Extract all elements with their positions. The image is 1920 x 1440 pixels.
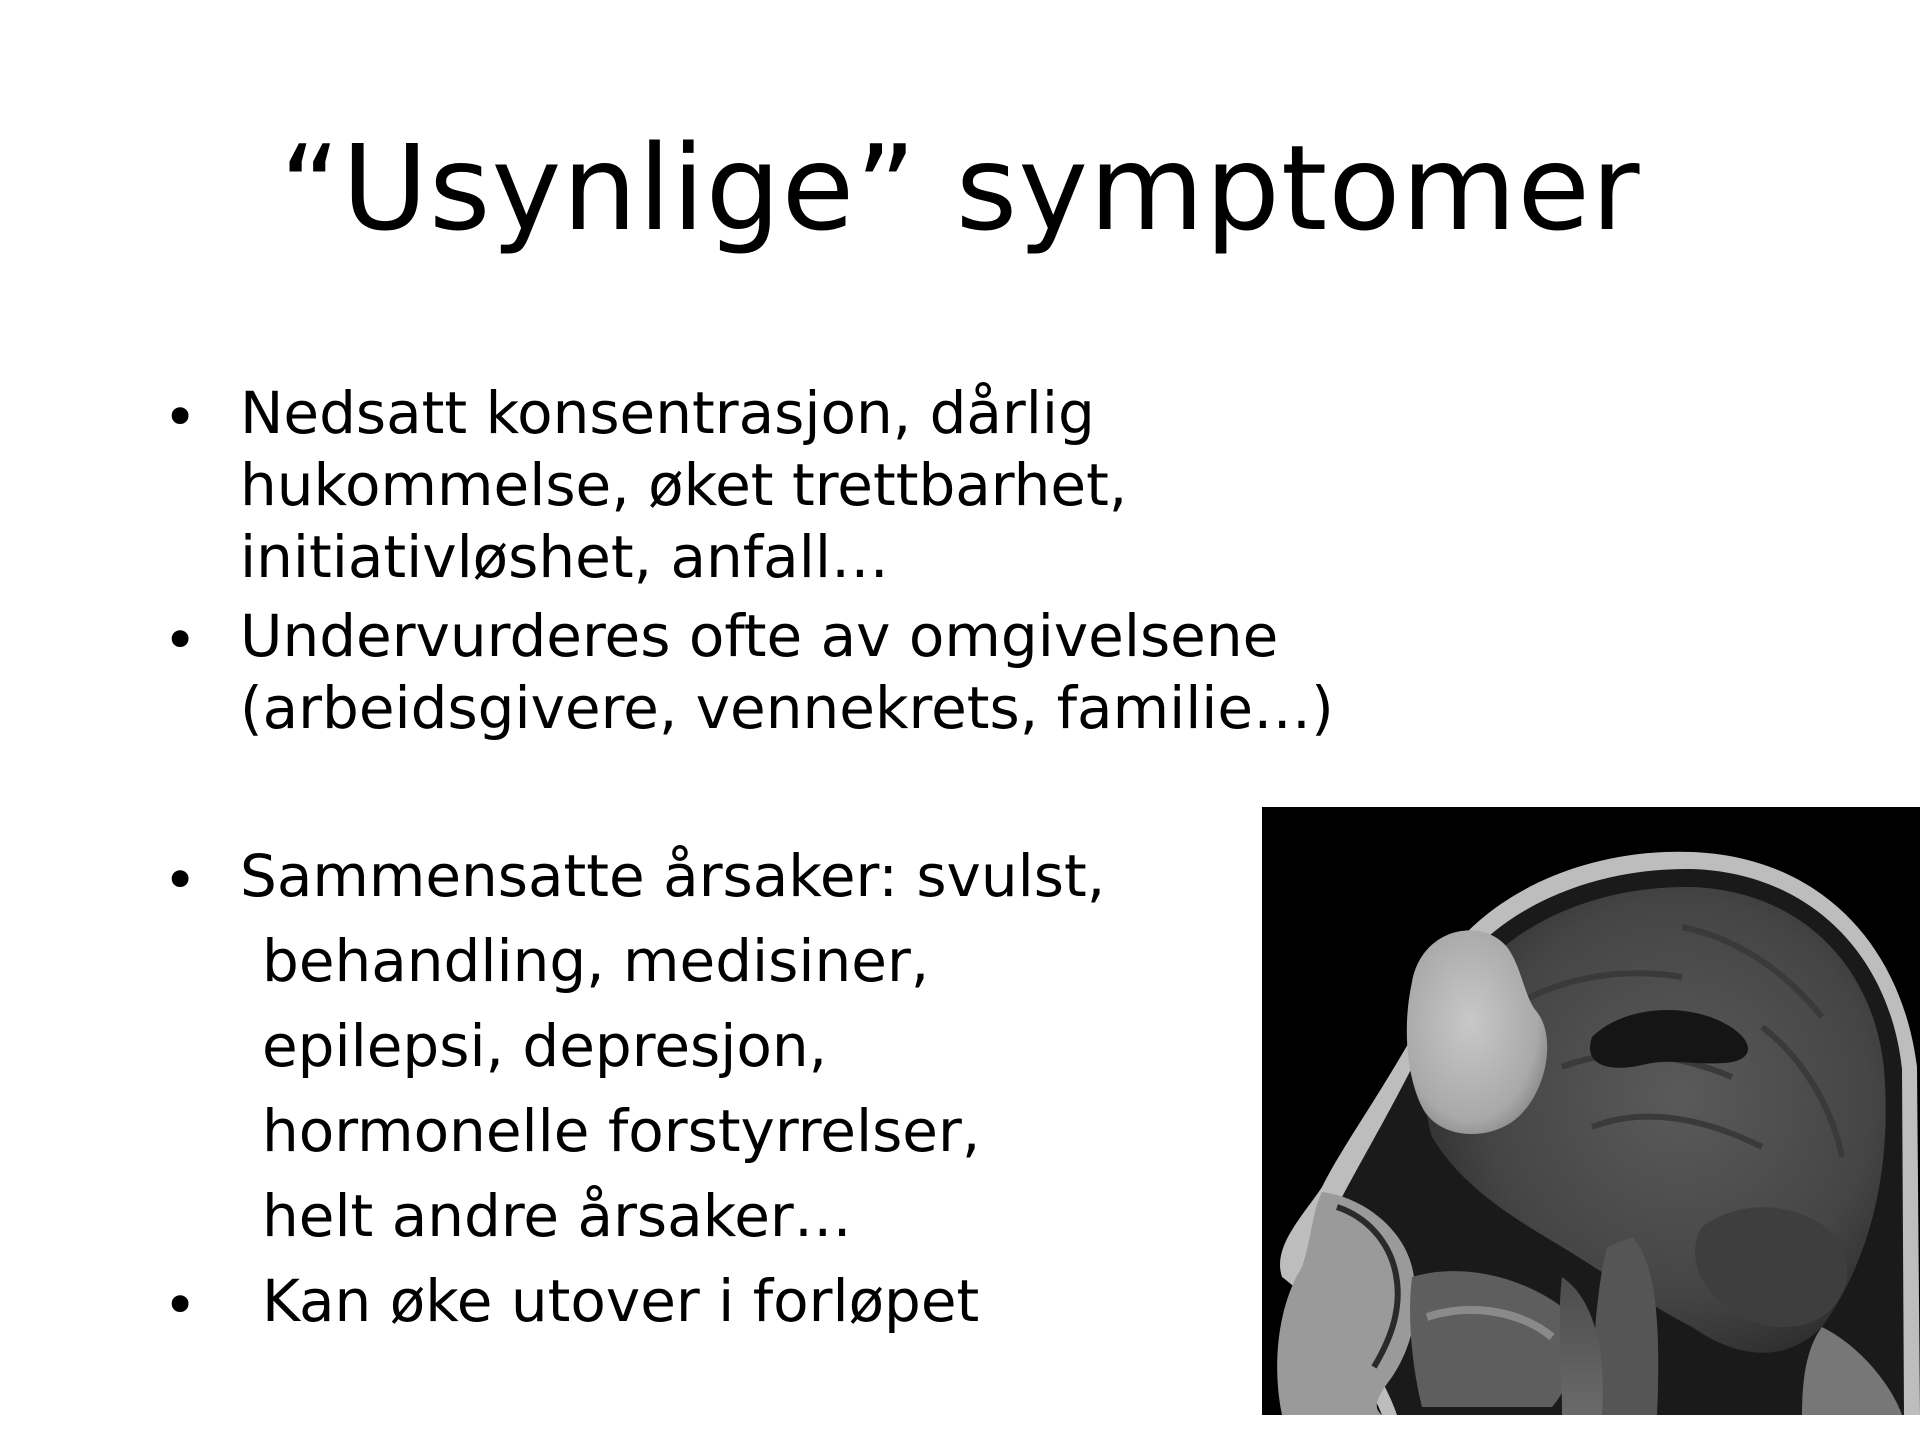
bullet-marker: • xyxy=(163,606,198,674)
brain-mri-image xyxy=(1262,807,1920,1415)
slide-title: “Usynlige” symptomer xyxy=(279,119,1641,257)
bullet-3-line-5: helt andre årsaker… xyxy=(262,1182,852,1250)
bullet-3-line-3: epilepsi, depresjon, xyxy=(262,1012,828,1080)
bullet-3-line-1: Sammensatte årsaker: svulst, xyxy=(240,842,1106,910)
bullet-marker: • xyxy=(163,846,198,914)
bullet-3-line-2: behandling, medisiner, xyxy=(262,927,930,995)
bullet-1-line-3: initiativløshet, anfall… xyxy=(240,523,889,591)
bullet-3-line-4: hormonelle forstyrrelser, xyxy=(262,1097,981,1165)
bullet-marker: • xyxy=(163,383,198,451)
brain-mri-illustration xyxy=(1262,807,1920,1415)
bullet-marker: • xyxy=(163,1271,198,1339)
bullet-1-line-2: hukommelse, øket trettbarhet, xyxy=(240,451,1128,519)
bullet-2-line-2: (arbeidsgivere, vennekrets, familie…) xyxy=(240,674,1334,742)
bullet-2-line-1: Undervurderes ofte av omgivelsene xyxy=(240,602,1279,670)
bullet-1-line-1: Nedsatt konsentrasjon, dårlig xyxy=(240,379,1095,447)
bullet-4-line-1: Kan øke utover i forløpet xyxy=(262,1267,980,1335)
